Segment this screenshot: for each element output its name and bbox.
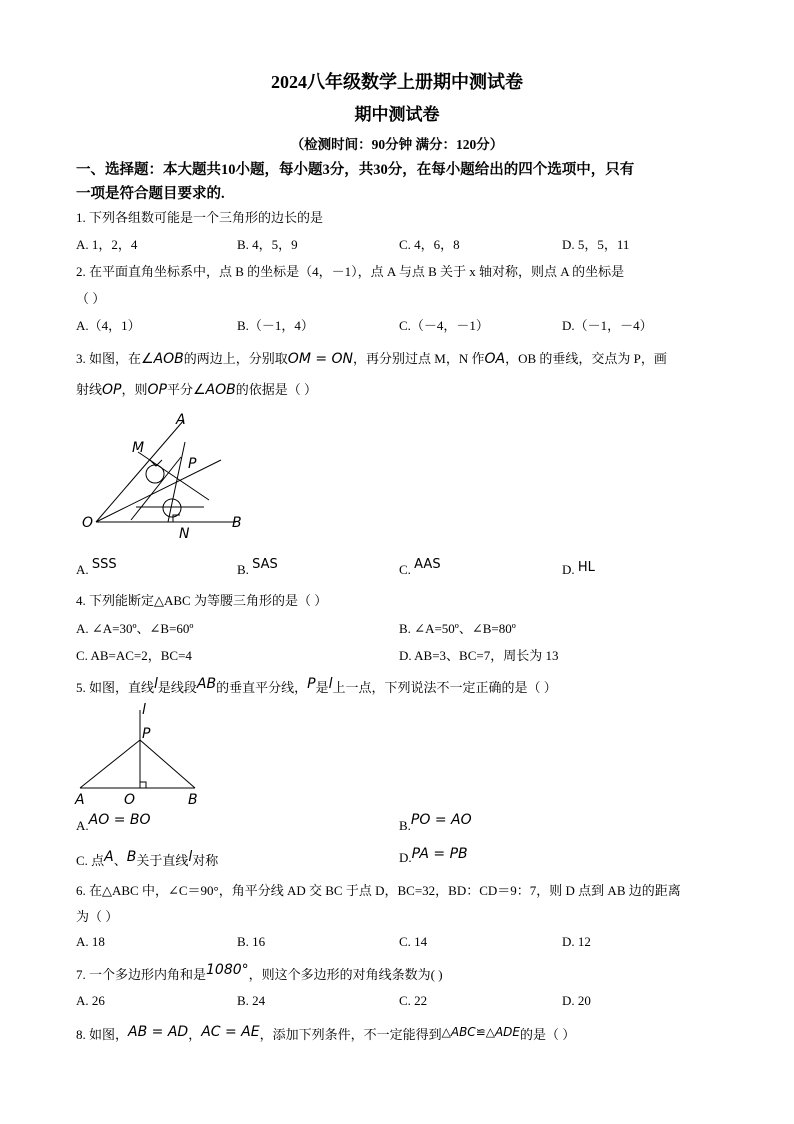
q7-option-b: B. 24 (237, 993, 266, 1008)
q1-stem: 1. 下列各组数可能是一个三角形的边长的是 (76, 210, 324, 225)
q3-option-a: A. SSS (76, 557, 117, 577)
q5-option-c: C. 点A、B关于直线l对称 (76, 849, 219, 868)
q7-option-c: C. 22 (399, 993, 428, 1008)
q1-option-b: B. 4，5，9 (237, 237, 298, 252)
q2-option-d: D.（－1，－4） (562, 318, 653, 333)
q5-label-b: B (188, 792, 198, 808)
q5-label-o: O (124, 792, 136, 808)
q2-blank: （ ） (76, 291, 106, 306)
page-subtitle: 期中测试卷 (354, 105, 440, 124)
q4-option-d: D. AB=3、BC=7，周长为 13 (399, 648, 559, 663)
q1-option-d: D. 5，5，11 (562, 237, 630, 252)
q3-math-oa: OA (484, 351, 506, 367)
q7-option-d: D. 20 (562, 993, 591, 1008)
q4-option-a: A. ∠A=30º、∠B=60º (76, 621, 194, 636)
q3-label-n: N (179, 526, 190, 542)
section-heading-line2: 一项是符合题目要求的. (76, 186, 225, 202)
q6-option-b: B. 16 (237, 934, 266, 949)
q3-label-o: O (82, 515, 94, 531)
q3-figure (76, 412, 246, 542)
q5-label-a: A (75, 792, 85, 808)
q2-option-b: B.（－1，4） (237, 318, 314, 333)
q1-option-c: C. 4，6，8 (399, 237, 460, 252)
q3-stem-line1: 3. 如图，在∠AOB的两边上，分别取OM = ON，再分别过点 M，N 作OA，OB 的垂线，交点为 P，画 (76, 351, 667, 367)
q5-option-b: B.PO = AO (399, 812, 472, 833)
page-title: 2024八年级数学上册期中测试卷 (271, 72, 523, 92)
q3-label-p: P (188, 456, 197, 472)
q5-option-a: A.AO = BO (76, 812, 151, 833)
q7-option-a: A. 26 (76, 993, 105, 1008)
q7-stem: 7. 一个多边形内角和是1080°，则这个多边形的对角线条数为( ) (76, 962, 443, 982)
q2-option-a: A.（4，1） (76, 318, 141, 333)
q4-option-c: C. AB=AC=2，BC=4 (76, 648, 192, 663)
q3-math-angle: ∠AOB (141, 351, 184, 367)
q5-label-l: l (142, 702, 146, 718)
q6-option-a: A. 18 (76, 934, 105, 949)
q6-stem-line2: 为（ ） (76, 909, 119, 924)
q6-option-c: C. 14 (399, 934, 428, 949)
exam-info: （检测时间：90分钟 满分：120分） (290, 137, 504, 152)
q5-figure (70, 700, 210, 810)
q4-stem: 4. 下列能断定△ABC 为等腰三角形的是（ ） (76, 593, 328, 608)
section-heading-line1: 一、选择题：本大题共10小题，每小题3分，共30分，在每小题给出的四个选项中，只有 (76, 162, 635, 178)
q3-label-b: B (232, 515, 242, 531)
q2-stem: 2. 在平面直角坐标系中，点 B 的坐标是（4，－1），点 A 与点 B 关于 x 轴对称，则点 A 的坐标是 (76, 264, 625, 279)
q2-option-c: C.（－4，－1） (399, 318, 489, 333)
q5-stem: 5. 如图，直线l是线段AB的垂直平分线，P是l上一点，下列说法不一定正确的是（ ） (76, 676, 557, 695)
q3-option-b: B. SAS (237, 557, 278, 577)
q3-option-d: D. HL (562, 560, 595, 577)
q8-stem: 8. 如图，AB = AD，AC = AE，添加下列条件，不一定能得到△ABC≌△ADE的是（ ） (76, 1024, 576, 1042)
q5-option-d: D.PA = PB (399, 846, 468, 865)
q6-stem-line1: 6. 在△ABC 中，∠C＝90°，角平分线 AD 交 BC 于点 D，BC=32，BD：CD＝9：7，则 D 点到 AB 边的距离 (76, 883, 681, 898)
q1-option-a: A. 1，2，4 (76, 237, 138, 252)
q3-option-c: C. AAS (399, 557, 441, 577)
q3-label-m: M (132, 440, 145, 456)
q4-option-b: B. ∠A=50º、∠B=80º (399, 621, 516, 636)
q3-label-a: A (176, 412, 186, 428)
q5-label-p: P (142, 726, 151, 742)
q3-stem-line2: 射线OP，则OP平分∠AOB的依据是（ ） (76, 382, 318, 398)
q3-math-om-on: OM = ON (287, 351, 354, 367)
q6-option-d: D. 12 (562, 934, 591, 949)
